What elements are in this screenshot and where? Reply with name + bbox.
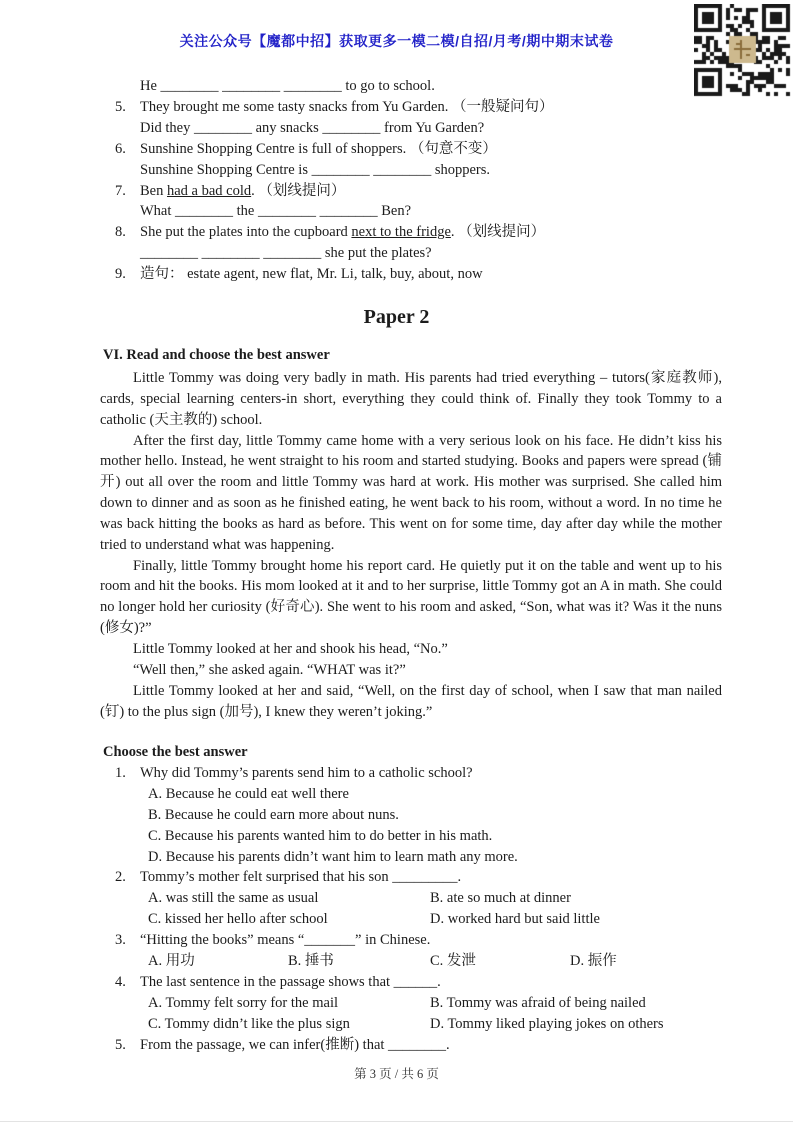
option-item: C. Because his parents wanted him to do better in his math. [148, 827, 493, 844]
question-text [140, 160, 722, 181]
mcq-question [100, 763, 722, 784]
option-item: C. 发泄 [430, 953, 476, 970]
option-item: B. Because he could earn more about nuns. [148, 806, 399, 823]
question-number: 3. [115, 932, 126, 949]
text-segment: They brought me some tasty snacks from Yu Garden. （一般疑问句） [140, 98, 554, 115]
question-number: 7. [115, 182, 126, 199]
text-segment: She put the plates into the cupboard [140, 224, 352, 241]
question-number [100, 76, 140, 97]
option-item: D. Tommy liked playing jokes on others [430, 1015, 664, 1032]
mcq-question [100, 867, 722, 888]
option-grid [148, 951, 722, 972]
rewrite-line [100, 160, 722, 181]
underlined-phrase: next to the fridge [351, 224, 451, 241]
question-text [140, 222, 722, 243]
question-text [140, 264, 722, 285]
question-number: 1. [115, 764, 126, 781]
text-segment: Sunshine Shopping Centre is ________ ________ shoppers. [140, 161, 491, 178]
paper2-title: Paper 2 [363, 306, 430, 328]
mcq-question [100, 1035, 722, 1056]
text-segment: ________ ________ ________ she put the plates? [140, 245, 432, 262]
reading-passage [100, 368, 722, 722]
option-item: C. Tommy didn’t like the plus sign [148, 1015, 350, 1032]
section-vi-title: VI. Read and choose the best answer [103, 347, 330, 363]
underlined-phrase: had a bad cold [166, 182, 252, 199]
passage-paragraph: Little Tommy looked at her and shook his head, “No.” [133, 640, 448, 657]
text-segment: Ben [140, 182, 167, 199]
question-stem: From the passage, we can infer(推断) that ________. [140, 1036, 450, 1053]
choose-title: Choose the best answer [103, 744, 248, 760]
question-number [100, 118, 140, 139]
question-number [100, 243, 140, 264]
question-number [100, 201, 140, 222]
question-number: 2. [115, 869, 126, 886]
option-grid [148, 888, 722, 930]
question-number: 8. [115, 224, 126, 241]
question-text [140, 76, 722, 97]
rewrite-line [100, 76, 722, 97]
option-item: D. worked hard but said little [430, 911, 600, 928]
question-number: 6. [115, 140, 126, 157]
question-text [140, 139, 722, 160]
mcq-list [100, 763, 722, 1056]
text-segment: He ________ ________ ________ to go to school. [140, 78, 435, 94]
option-grid [148, 993, 722, 1035]
rewrite-line [100, 139, 722, 160]
question-number: 9. [115, 266, 126, 283]
text-segment: What ________ the ________ ________ Ben? [140, 203, 412, 220]
mcq-question [100, 972, 722, 993]
option-item: B. 捶书 [288, 953, 334, 970]
question-text [140, 97, 722, 118]
question-stem: Tommy’s mother felt surprised that his son _________. [140, 869, 462, 886]
passage-paragraph: “Well then,” she asked again. “WHAT was it?” [133, 661, 406, 678]
question-stem: “Hitting the books” means “_______” in Chinese. [140, 932, 431, 949]
passage-paragraph: Finally, little Tommy brought home his report card. He quietly put it on the table and went up to his room and hit the books. His mom looked at it and to her surprise, little Tommy got an A in math. She could no longer hold her curiosity (好奇心). She went to his room and asked, “Son, what was it? Was it the nuns (修女)?” [100, 557, 722, 637]
option-item: D. Because his parents didn’t want him to learn math any more. [148, 848, 518, 865]
option-item: B. ate so much at dinner [430, 890, 571, 907]
option-item: A. was still the same as usual [148, 890, 319, 907]
question-text [140, 118, 722, 139]
mcq-question [100, 930, 722, 951]
text-segment: 造句： estate agent, new flat, Mr. Li, talk, buy, about, now [140, 266, 483, 283]
header-promo-text: 关注公众号【魔都中招】获取更多一模二模/自招/月考/期中期末试卷 [179, 33, 614, 49]
option-item: A. Because he could eat well there [148, 785, 349, 802]
text-segment: . （划线提问） [450, 224, 546, 241]
passage-paragraph: Little Tommy looked at her and said, “Well, on the first day of school, when I saw that man nailed (钉) to the plus sign (加号), I knew they weren’t joking.” [100, 682, 722, 720]
rewrite-line [100, 118, 722, 139]
option-item: D. 振作 [570, 953, 617, 970]
passage-paragraph: Little Tommy was doing very badly in math. His parents had tried everything – tutors(家庭教师), cards, special learning centers-in short, everything they could think of. Finally they took Tommy to a catholic (天主教的) school. [100, 370, 722, 428]
option-item: A. Tommy felt sorry for the mail [148, 994, 339, 1011]
rewrite-line [100, 201, 722, 222]
text-segment: . （划线提问） [251, 182, 346, 199]
question-number [100, 160, 140, 181]
question-stem: Why did Tommy’s parents send him to a catholic school? [140, 764, 473, 781]
question-stem: The last sentence in the passage shows that ______. [140, 973, 441, 990]
rewrite-section [100, 76, 722, 285]
text-segment: Did they ________ any snacks ________ from Yu Garden? [140, 119, 485, 136]
rewrite-line [100, 97, 722, 118]
option-item: B. Tommy was afraid of being nailed [430, 994, 646, 1011]
option-item: A. 用功 [148, 953, 195, 970]
passage-paragraph: After the first day, little Tommy came home with a very serious look on his face. He didn’t kiss his mother hello. Instead, he went straight to his room and started studying. Books and papers were spread (铺开) out all over the room and little Tommy was hard at work. His mother was surprised. She called him down to dinner and as soon as he finished eating, he went back to his room, without a word. In no time he was back hitting the books as hard as before. This went on for some time, day after day while the mother tried to understand what was happening. [100, 432, 722, 553]
rewrite-line [100, 222, 722, 243]
question-text [140, 243, 722, 264]
question-number: 5. [115, 1036, 126, 1053]
question-number: 5. [115, 98, 126, 115]
rewrite-line [100, 181, 722, 202]
page-number: 第 3 页 / 共 6 页 [354, 1067, 439, 1081]
text-segment: Sunshine Shopping Centre is full of shoppers. （句意不变） [140, 140, 497, 157]
rewrite-line [100, 264, 722, 285]
question-number: 4. [115, 973, 126, 990]
choose-section [100, 742, 722, 1056]
question-text [140, 181, 722, 202]
rewrite-line [100, 243, 722, 264]
question-text [140, 201, 722, 222]
option-item: C. kissed her hello after school [148, 911, 328, 928]
